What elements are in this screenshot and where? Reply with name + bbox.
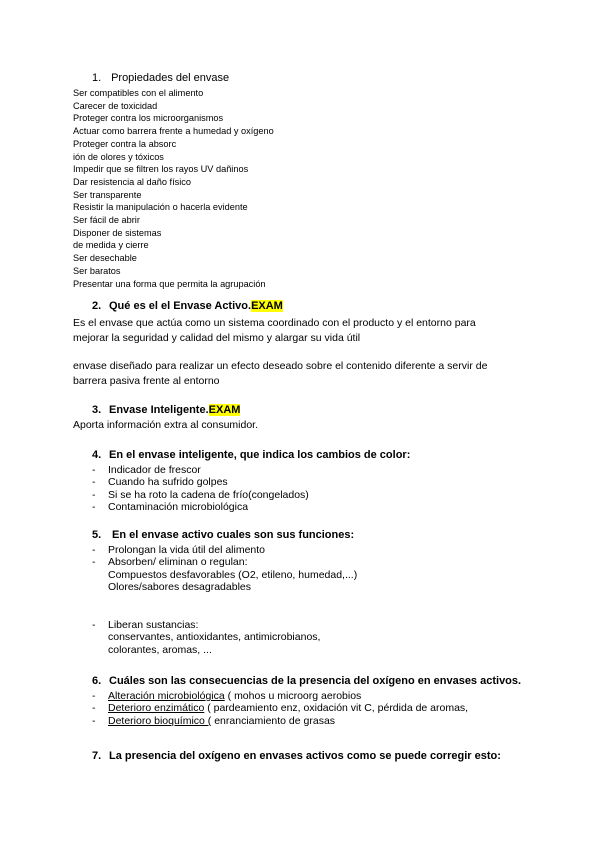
list-item: Ser fácil de abrir [73,215,140,226]
list-item: Presentar una forma que permita la agrupación [73,278,266,289]
list-item: - Si se ha roto la cadena de frío(congelados) [92,488,309,501]
properties-list [73,87,274,290]
section-6-number: 6. [92,675,102,687]
section-2-paragraph-2 [73,359,487,389]
list-item: Dar resistencia al daño físico [73,176,191,187]
section-1-number: 1. [92,72,102,84]
section-2-heading [92,300,283,312]
section-1-title: Propiedades del envase [111,72,230,84]
section-2-title: Qué es el el Envase Activo. [109,300,252,312]
list-subitem: conservantes, antioxidantes, antimicrobianos, [108,631,321,644]
list-item: Disponer de sistemas [73,227,162,238]
text-line: Aporta información extra al consumidor. [73,419,259,431]
section-5-number: 5. [92,529,102,541]
text-line: mejorar la seguridad y calidad del mismo y alargar su vida útil [73,332,361,344]
section-5-title: En el envase activo cuales son sus funciones: [109,529,355,541]
section-7-heading [92,750,501,762]
section-6-heading [92,675,521,687]
section-2-number: 2. [92,300,102,312]
text-line: barrera pasiva frente al entorno [73,375,220,387]
section-1-heading [92,72,229,84]
color-change-list [92,464,309,513]
list-item: - Contaminación microbiológica [92,500,249,513]
section-7-number: 7. [92,750,102,762]
section-3-heading [92,404,240,416]
list-item: - Absorben/ eliminan o regulan: [92,556,248,569]
list-item: - Deterioro enzimático ( pardeamiento enz, oxidación vit C, pérdida de aromas, [92,702,469,715]
list-subitem: Olores/sabores desagradables [108,580,252,593]
list-item: Ser baratos [73,265,121,276]
oxygen-consequences-list [92,690,468,727]
list-item: Carecer de toxicidad [73,100,158,111]
list-item: Ser transparente [73,189,142,200]
section-6-title: Cuáles son las consecuencias de la presencia del oxígeno en envases activos. [109,675,522,687]
section-3-paragraph [73,418,258,433]
list-item: Actuar como barrera frente a humedad y oxígeno [73,126,274,137]
section-3-number: 3. [92,404,102,416]
exam-highlight-tag: EXAM [208,404,241,416]
list-subitem: Compuestos desfavorables (O2, etileno, humedad,...) [108,568,358,581]
list-item: Resistir la manipulación o hacerla evidente [73,202,248,213]
active-functions-list [92,544,357,656]
section-7-title: La presencia del oxígeno en envases activos como se puede corregir esto: [109,750,501,762]
list-item: - Alteración microbiológica ( mohos u microorg aerobios [92,690,362,702]
list-item: - Indicador de frescor [92,464,201,476]
section-5-heading [92,529,354,541]
list-item: Ser compatibles con el alimento [73,88,204,98]
list-item: Ser desechable [73,253,137,264]
list-item: - Cuando ha sufrido golpes [92,476,228,489]
list-item: - Liberan sustancias: [92,619,199,632]
list-item: de medida y cierre [73,240,149,251]
list-item: Proteger contra la absorc [73,138,177,149]
text-line: Es el envase que actúa como un sistema coordinado con el producto y el entorno para [73,317,476,329]
section-4-title: En el envase inteligente, que indica los cambios de color: [109,449,411,461]
section-4-heading [92,449,410,461]
exam-highlight-tag: EXAM [251,300,283,312]
section-4-number: 4. [92,449,102,461]
list-item: - Prolongan la vida útil del alimento [92,544,266,556]
list-item: ión de olores y tóxicos [73,151,164,162]
section-3-title: Envase Inteligente. [109,404,209,416]
section-2-paragraph-1 [73,316,476,346]
list-item: Impedir que se filtren los rayos UV dañinos [73,164,249,175]
list-item: - Deterioro bioquímico ( enranciamiento de grasas [92,714,336,727]
text-line: envase diseñado para realizar un efecto deseado sobre el contenido diferente a servir de [73,360,488,372]
list-item: Proteger contra los microorganismos [73,113,224,124]
list-subitem: colorantes, aromas, ... [108,643,212,656]
